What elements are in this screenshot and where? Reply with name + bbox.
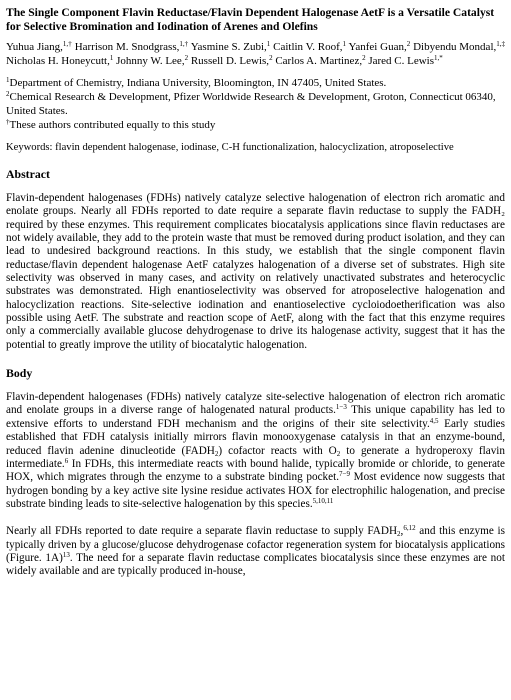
- citation-ref: 5,10,11: [312, 496, 334, 505]
- affiliation-text: Department of Chemistry, Indiana University, Bloomington, IN 47405, United States.: [9, 77, 387, 89]
- author-affiliation-mark: 2: [362, 54, 366, 62]
- author-affiliation-mark: 1,*: [434, 54, 443, 62]
- author-affiliation-mark: 1,‡: [496, 40, 506, 48]
- author-name: Caitlin V. Roof,: [273, 41, 343, 53]
- body-paragraph-1: [6, 391, 505, 511]
- author-name: Jared C. Lewis: [368, 55, 435, 67]
- author-affiliation-mark: 1: [266, 40, 271, 48]
- affiliation-text: These authors contributed equally to this study: [9, 119, 216, 131]
- affiliation-mark: 1: [6, 76, 10, 84]
- body-paragraph-2: [6, 525, 505, 578]
- citation-ref: 4,5: [429, 416, 439, 425]
- affiliation-line: [6, 118, 505, 132]
- subscript: 2: [214, 449, 219, 458]
- citation-ref: 6,12: [403, 524, 416, 533]
- keywords-line: Keywords: flavin dependent halogenase, iodinase, C-H functionalization, halocyclization, atroposelective: [6, 142, 454, 153]
- subscript: 2: [336, 449, 341, 458]
- author-name: Harrison M. Snodgrass,: [74, 41, 180, 53]
- author-name: Johnny W. Lee,: [116, 55, 185, 67]
- author-list: [6, 40, 505, 68]
- author-affiliation-mark: 1,†: [179, 40, 189, 48]
- text-run: Flavin-dependent halogenases (FDHs) natively catalyze site-selective halogenation of electron rich aromatic and enolate groups in a diverse range of halogenated natural products.: [6, 391, 505, 417]
- author-affiliation-mark: 1,†: [62, 40, 72, 48]
- affiliation-list: [6, 76, 505, 132]
- text-run: Most evidence now suggests that hydrogen bonding by a key active site lysine residue activates HOX for electrophilic halogenation, and precise substrate binding leads to site-selective halogenation by this species.: [6, 471, 505, 510]
- abstract-heading: Abstract: [6, 167, 50, 181]
- affiliation-line: [6, 90, 505, 118]
- text-run: Nearly all FDHs reported to date require a separate flavin reductase to supply FADH: [6, 525, 398, 538]
- citation-ref: 6: [64, 456, 69, 465]
- author-name: Yuhua Jiang,: [6, 41, 63, 53]
- author-affiliation-mark: 1: [109, 54, 114, 62]
- author-name: Yanfei Guan,: [348, 41, 407, 53]
- text-run: ,: [400, 525, 404, 538]
- affiliation-mark: 2: [6, 90, 10, 98]
- author-affiliation-mark: 2: [184, 54, 189, 62]
- author-name: Carlos A. Martinez,: [275, 55, 363, 67]
- affiliation-text: Chemical Research & Development, Pfizer Worldwide Research & Development, Groton, Connecticut 06340, United States.: [6, 91, 496, 117]
- citation-ref: 1−3: [335, 403, 347, 412]
- text-run: . The need for a separate flavin reductase complicates biocatalysis since these enzymes are not widely available and are typically produced in-house,: [6, 551, 505, 578]
- author-affiliation-mark: 2: [269, 54, 273, 62]
- citation-ref: 7−9: [339, 470, 350, 479]
- citation-ref: 13: [62, 550, 70, 559]
- affiliation-line: [6, 76, 505, 90]
- text-run: In FDHs, this intermediate reacts with bound halide, typically bromide or chloride, to generate HOX, which migrates through the enzyme to a substrate binding pocket.: [6, 457, 505, 484]
- author-name: Dibyendu Mondal,: [413, 41, 497, 53]
- author-name: Nicholas H. Honeycutt,: [6, 55, 110, 67]
- author-affiliation-mark: 2: [406, 40, 411, 48]
- text-run: Early studies established that FDH catalysis initially mirrors flavin monooxygenase catalysis in that an enzyme-bound, reduced flavin adenine dinucleotide (FADH: [6, 417, 506, 457]
- abstract-text: Flavin-dependent halogenases (FDHs) natively catalyze selective halogenation of electron rich aromatic and enolate groups. Nearly all FDHs reported to date require a separate flavin reductase to supply the FADH₂ required by these enzymes. This requirement complicates biocatalysis applications since flavin reductases are not widely available, they add to the protein waste that must be removed during product isolation, and they can lead to undesired background reactions. In this study, we establish that the single component flavin reductase/flavin dependent halogenase AetF catalyzes halogenation of a diverse set of substrates. High site selectivity was observed in many cases, and activity on relatively unactivated substrates and heterocyclic substrates was demonstrated. High enantioselectivity was observed for atroposelective halogenation and halocyclization reactions. Site-selective iodination and enantioselective cycloiodoetherification was also possible using AetF. The substrate and reaction scope of AetF, along with the fact that this enzyme requires only a commercially available glucose dehydrogenase to drive its halogenase activity, suggest that it has the potential to greatly improve the utility of biocatalytic halogenation.: [6, 192, 505, 351]
- affiliation-mark: †: [6, 118, 10, 126]
- subscript: 2: [397, 530, 401, 539]
- text-run: and this enzyme is typically driven by a glucose/glucose dehydrogenase cofactor regeneration system for biocatalysis applications (Figure. 1A): [6, 525, 505, 564]
- text-run: This unique capability has led to extensive efforts to understand FDH mechanism and the origins of their site selectivity.: [6, 404, 505, 430]
- paper-title: The Single Component Flavin Reductase/Flavin Dependent Halogenase AetF is a Versatile Catalyst for Selective Bromination and Iodination of Arenes and Olefins: [6, 6, 495, 33]
- author-affiliation-mark: 1: [342, 40, 347, 48]
- author-name: Russell D. Lewis,: [190, 55, 270, 67]
- author-name: Yasmine S. Zubi,: [190, 41, 267, 53]
- text-run: to generate a hydroperoxy flavin intermediate.: [6, 444, 506, 470]
- body-heading: Body: [6, 366, 33, 381]
- text-run: ) cofactor reacts with O: [218, 444, 337, 457]
